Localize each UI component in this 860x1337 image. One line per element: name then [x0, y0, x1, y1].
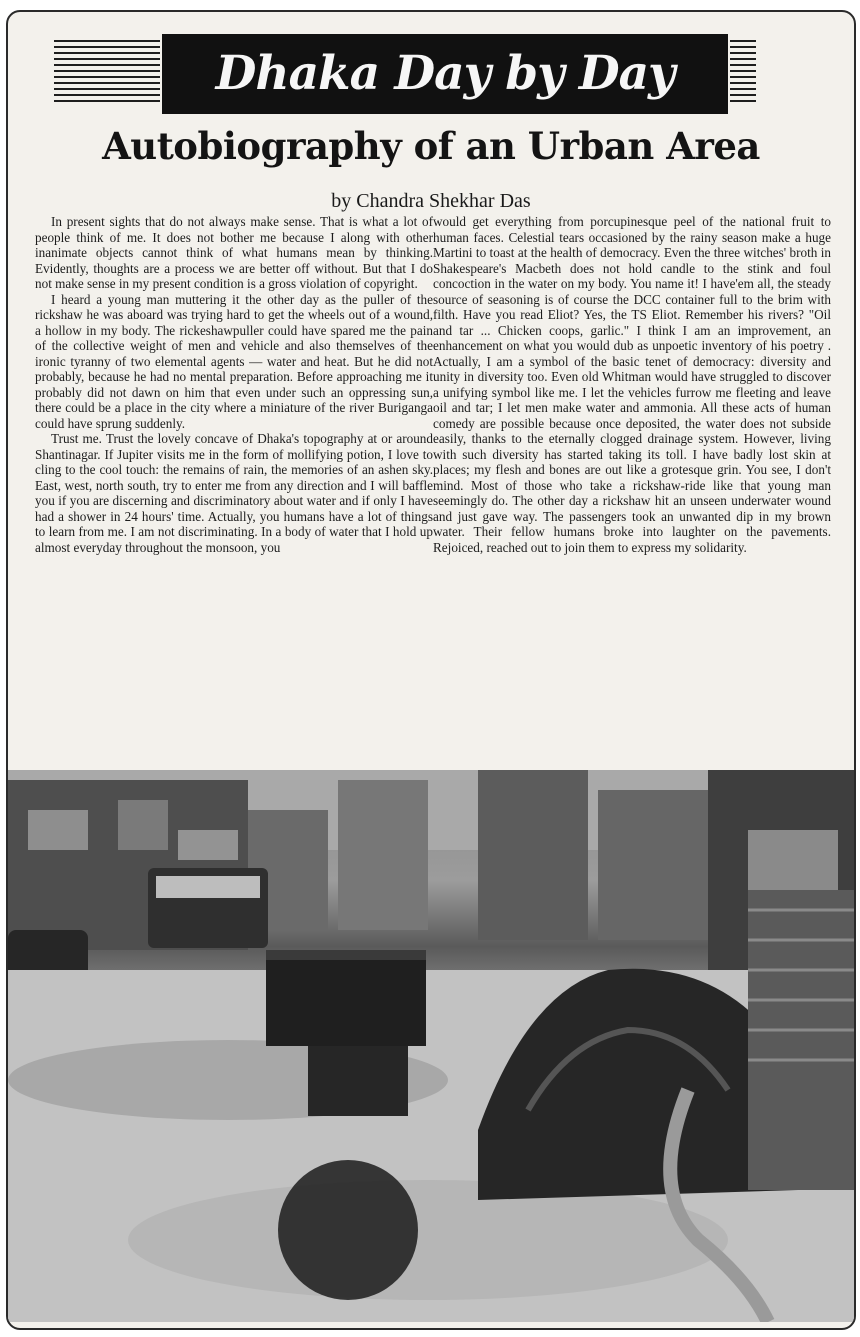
street-flood-photo	[8, 770, 854, 1322]
paragraph: I heard a young man muttering it the other day as the puller of the rickshaw he was aboard was trying hard to get the wheels out of a wound, a hollow in my body. The rickeshawpuller could have spared me the pain of the collective weight of men and vehicle and also themselves of the ironic tyranny of two elemental agents — water and heat. But he did not probably, because he had no mental preparation. Before approaching me it probably did not dawn on him that even under such an oppressing sun, there could be a place in the city where a miniature of the river Buriganga could have sprung suddenly.	[35, 291, 433, 431]
masthead-title: Dhaka Day by Day	[162, 34, 728, 114]
masthead-stripes-right	[730, 40, 756, 106]
article-column-left	[35, 214, 433, 555]
paragraph: would get everything from porcupinesque peel of the national fruit to human faces. Celestial tears occasioned by the rainy season make a huge Martini to toast at the health of democracy. Even the three witches' broth in Shakespeare's Macbeth does not hold candle to the stink and foul concoction in the water on my body. You name it! I have'em all, the steady source of seasoning is of course the DCC container full to the brim with filth. Have you read Eliot? Yes, the TS Eliot. Remember his rivers? "Oil and tar ... Chicken coops, garlic." I think I am an improvement, an enhancement on what you would dub as unpoetic inventory of his poetry . Actually, I am a symbol of the basic tenet of democracy: diversity and unity in diversity too. Even old Whitman would have struggled to discover a unifying symbol like me. I let the vehicles furrow me fleeting and leave oil and tar; I let men make water and ammonia. All these acts of human comedy are possible because once deposited, the water does not subside easily, thanks to the eternally clogged drainage system. However, living with such diversity has started taking its toll. I have badly lost skin at places; my flesh and bones are out like a grotesque grin. You see, I don't mind. Most of those who take a rickshaw-ride like that young man seemingly do. The other day a rickshaw hit an unseen underwater wound and just gave way. The passengers took an unwanted dip in my brown water. Their fellow humans broke into laughter on the pavements. Rejoiced, reached out to join them to express my solidarity.	[433, 214, 831, 555]
masthead	[54, 34, 756, 114]
article-headline: Autobiography of an Urban Area	[102, 124, 760, 168]
paragraph: Trust me. Trust the lovely concave of Dhaka's topography at or around Shantinagar. If Jupiter visits me in the form of mollifying potion, I love to cling to the cool touch: the remains of rain, the memories of an ashen sky. East, west, north south, try to enter me from any direction and I will baffle you if you are discerning and discriminatory about water and if only I have had a shower in 24 hours' time. Actually, you humans have a lot of things to learn from me. I am not discriminating. In a body of water that I hold up almost everyday throughout the monsoon, you	[35, 431, 433, 555]
article-byline: by Chandra Shekhar Das	[331, 190, 531, 212]
masthead-stripes-left	[54, 40, 160, 106]
newspaper-clipping	[6, 10, 856, 1330]
paragraph: In present sights that do not always make sense. That is what a lot of people think of me. It does not bother me because I along with other inanimate objects cannot think of what humans mean by thinking. Evidently, thoughts are a process we are better off without. But that I do not make sense in my present condition is a gross violation of copyright.	[35, 214, 433, 291]
article-column-right	[433, 214, 831, 555]
photo-illustration	[8, 770, 854, 1322]
